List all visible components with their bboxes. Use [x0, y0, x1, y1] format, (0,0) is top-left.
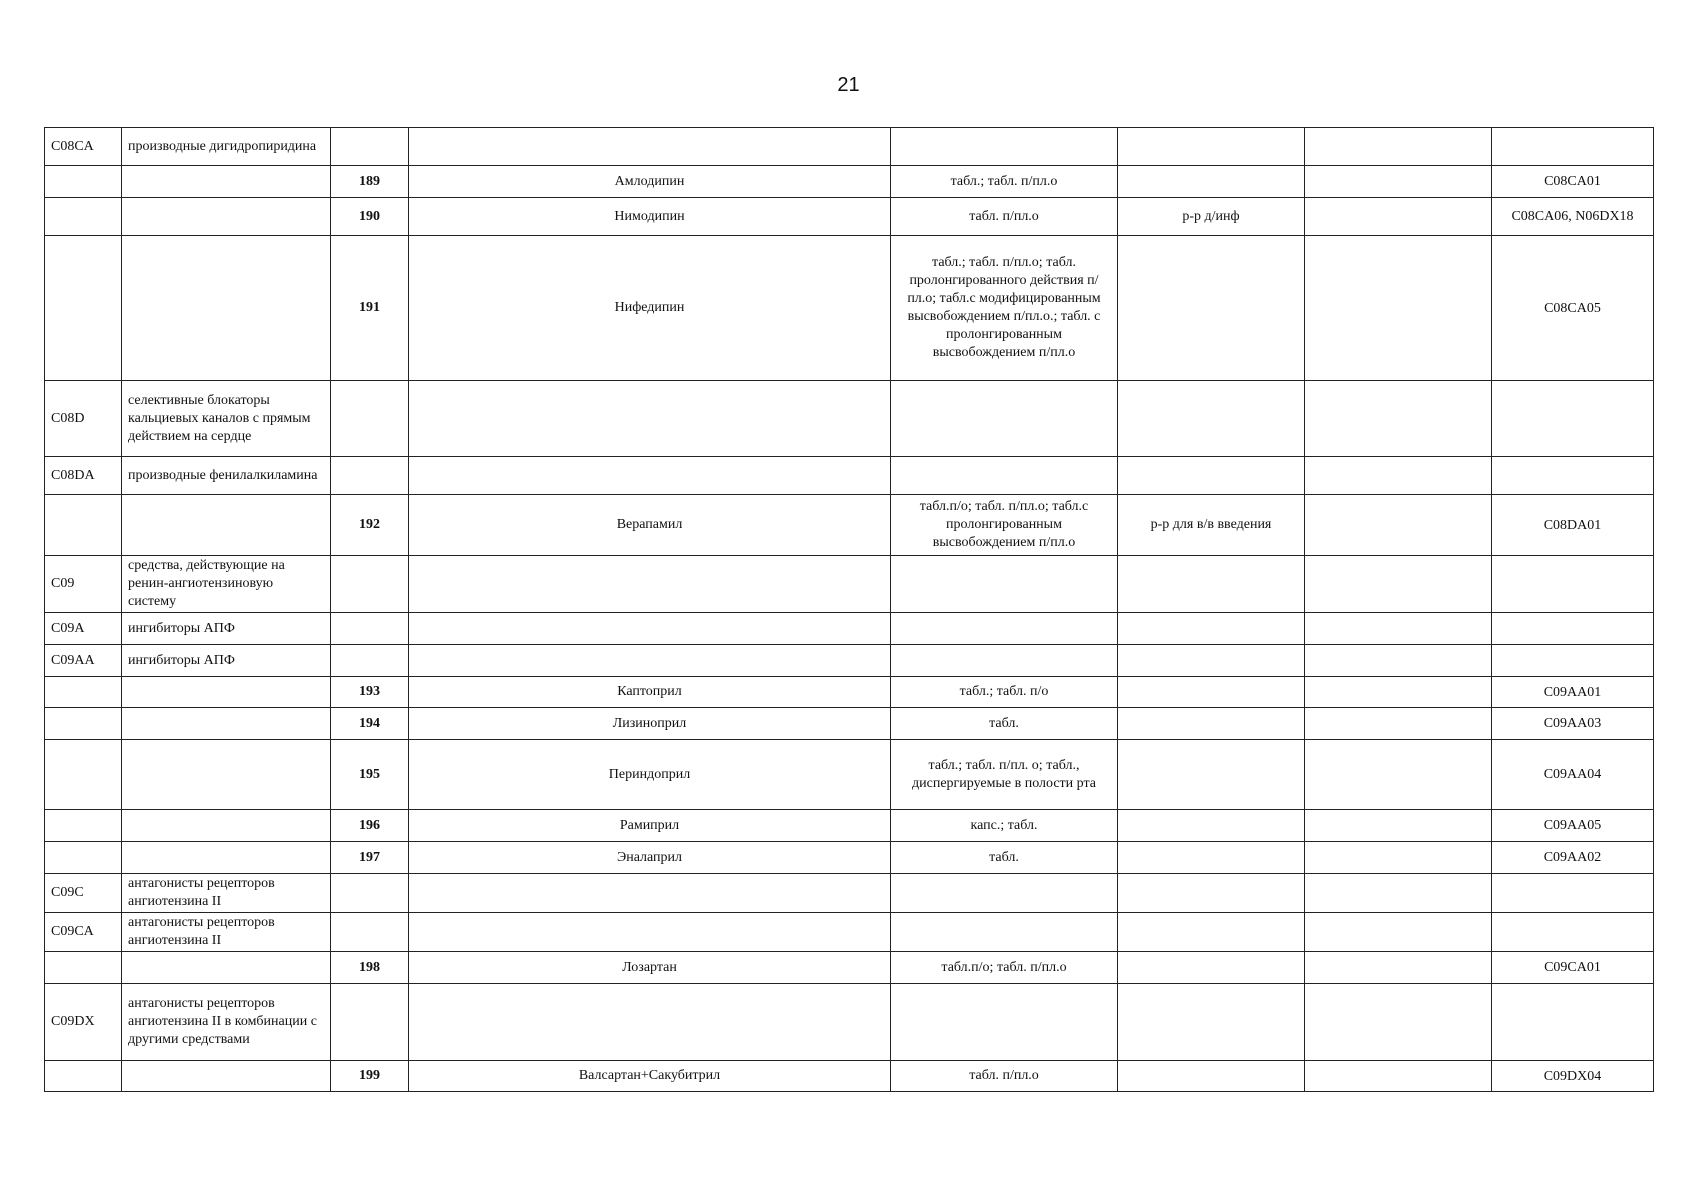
cell-group: антагонисты рецепторов ангиотензина II в комбинации с другими средствами	[122, 984, 331, 1061]
cell-atc	[1492, 556, 1654, 613]
table-row	[45, 810, 1654, 842]
cell-form2	[1118, 166, 1305, 198]
cell-form: табл.п/о; табл. п/пл.о	[891, 952, 1118, 984]
cell-group	[122, 740, 331, 810]
cell-name: Лизиноприл	[409, 708, 891, 740]
cell-code	[45, 842, 122, 874]
cell-form	[891, 128, 1118, 166]
cell-num: 189	[331, 166, 409, 198]
cell-form2	[1118, 1061, 1305, 1092]
cell-atc	[1492, 381, 1654, 457]
cell-name	[409, 381, 891, 457]
table-row	[45, 495, 1654, 556]
cell-atc: C09AA04	[1492, 740, 1654, 810]
cell-num: 193	[331, 677, 409, 708]
cell-form: табл.	[891, 842, 1118, 874]
cell-code: C09C	[45, 874, 122, 913]
cell-form: табл.	[891, 708, 1118, 740]
table-row	[45, 556, 1654, 613]
table-row	[45, 645, 1654, 677]
cell-form: табл. п/пл.о	[891, 198, 1118, 236]
cell-atc	[1492, 984, 1654, 1061]
cell-name: Нимодипин	[409, 198, 891, 236]
cell-group	[122, 1061, 331, 1092]
cell-code: C08CA	[45, 128, 122, 166]
cell-name: Амлодипин	[409, 166, 891, 198]
cell-num: 190	[331, 198, 409, 236]
cell-extra	[1305, 913, 1492, 952]
cell-num: 198	[331, 952, 409, 984]
cell-name: Каптоприл	[409, 677, 891, 708]
cell-name: Валсартан+Сакубитрил	[409, 1061, 891, 1092]
cell-extra	[1305, 874, 1492, 913]
cell-group: производные фенилалкиламина	[122, 457, 331, 495]
cell-extra	[1305, 645, 1492, 677]
cell-group: селективные блокаторы кальциевых каналов с прямым действием на сердце	[122, 381, 331, 457]
cell-code: C09CA	[45, 913, 122, 952]
cell-form2	[1118, 457, 1305, 495]
table-row	[45, 128, 1654, 166]
cell-num	[331, 556, 409, 613]
cell-form: табл.; табл. п/пл.о	[891, 166, 1118, 198]
cell-extra	[1305, 810, 1492, 842]
cell-name	[409, 613, 891, 645]
table-row	[45, 874, 1654, 913]
cell-extra	[1305, 613, 1492, 645]
cell-extra	[1305, 1061, 1492, 1092]
cell-atc: C09AA05	[1492, 810, 1654, 842]
table-row	[45, 381, 1654, 457]
cell-name	[409, 874, 891, 913]
cell-atc: C09AA01	[1492, 677, 1654, 708]
cell-code: C09A	[45, 613, 122, 645]
cell-name: Нифедипин	[409, 236, 891, 381]
cell-form: табл.; табл. п/о	[891, 677, 1118, 708]
cell-form	[891, 645, 1118, 677]
cell-code: C08D	[45, 381, 122, 457]
cell-extra	[1305, 677, 1492, 708]
table-row	[45, 198, 1654, 236]
cell-atc: C08CA01	[1492, 166, 1654, 198]
cell-form2	[1118, 810, 1305, 842]
cell-group: производные дигидропиридина	[122, 128, 331, 166]
cell-extra	[1305, 457, 1492, 495]
cell-group	[122, 495, 331, 556]
cell-form2	[1118, 236, 1305, 381]
cell-atc	[1492, 457, 1654, 495]
table-row	[45, 913, 1654, 952]
cell-form2	[1118, 984, 1305, 1061]
cell-name	[409, 457, 891, 495]
cell-extra	[1305, 740, 1492, 810]
cell-num	[331, 457, 409, 495]
cell-num	[331, 613, 409, 645]
cell-extra	[1305, 556, 1492, 613]
cell-atc: C09DX04	[1492, 1061, 1654, 1092]
cell-extra	[1305, 495, 1492, 556]
cell-name: Периндоприл	[409, 740, 891, 810]
cell-form2	[1118, 708, 1305, 740]
cell-form: табл. п/пл.о	[891, 1061, 1118, 1092]
table-row	[45, 613, 1654, 645]
cell-form2	[1118, 842, 1305, 874]
cell-form2	[1118, 677, 1305, 708]
cell-atc: C09AA03	[1492, 708, 1654, 740]
cell-form	[891, 556, 1118, 613]
cell-name: Лозартан	[409, 952, 891, 984]
cell-form2	[1118, 952, 1305, 984]
cell-code	[45, 740, 122, 810]
cell-extra	[1305, 236, 1492, 381]
cell-form	[891, 381, 1118, 457]
cell-num	[331, 984, 409, 1061]
cell-extra	[1305, 166, 1492, 198]
cell-num: 192	[331, 495, 409, 556]
cell-atc: C08DA01	[1492, 495, 1654, 556]
cell-form2: р-р д/инф	[1118, 198, 1305, 236]
cell-code	[45, 708, 122, 740]
cell-code	[45, 198, 122, 236]
cell-form2	[1118, 874, 1305, 913]
table-row	[45, 236, 1654, 381]
cell-code	[45, 1061, 122, 1092]
cell-num	[331, 874, 409, 913]
cell-form2	[1118, 613, 1305, 645]
cell-name	[409, 128, 891, 166]
cell-code	[45, 236, 122, 381]
table-row	[45, 677, 1654, 708]
table-row	[45, 984, 1654, 1061]
cell-extra	[1305, 198, 1492, 236]
cell-form2	[1118, 913, 1305, 952]
cell-form2: р-р для в/в введения	[1118, 495, 1305, 556]
cell-name	[409, 984, 891, 1061]
table-row	[45, 708, 1654, 740]
cell-extra	[1305, 952, 1492, 984]
table-row	[45, 740, 1654, 810]
cell-atc	[1492, 874, 1654, 913]
cell-group: антагонисты рецепторов ангиотензина II	[122, 874, 331, 913]
cell-extra	[1305, 842, 1492, 874]
cell-atc	[1492, 645, 1654, 677]
cell-num	[331, 381, 409, 457]
cell-group: антагонисты рецепторов ангиотензина II	[122, 913, 331, 952]
page-number: 21	[837, 74, 860, 96]
cell-name: Верапамил	[409, 495, 891, 556]
table-row	[45, 952, 1654, 984]
cell-code: C09	[45, 556, 122, 613]
cell-atc: C09CA01	[1492, 952, 1654, 984]
cell-form: табл.; табл. п/пл. о; табл., диспергируемые в полости рта	[891, 740, 1118, 810]
cell-name	[409, 645, 891, 677]
cell-form2	[1118, 740, 1305, 810]
cell-code	[45, 166, 122, 198]
cell-atc	[1492, 913, 1654, 952]
cell-extra	[1305, 128, 1492, 166]
cell-form	[891, 613, 1118, 645]
cell-num: 199	[331, 1061, 409, 1092]
cell-name	[409, 556, 891, 613]
cell-group	[122, 952, 331, 984]
cell-group	[122, 198, 331, 236]
cell-num: 195	[331, 740, 409, 810]
cell-code	[45, 810, 122, 842]
cell-form	[891, 874, 1118, 913]
cell-extra	[1305, 381, 1492, 457]
cell-atc	[1492, 613, 1654, 645]
cell-group	[122, 810, 331, 842]
cell-num	[331, 645, 409, 677]
cell-form2	[1118, 645, 1305, 677]
cell-group	[122, 236, 331, 381]
cell-group	[122, 166, 331, 198]
drug-table	[44, 127, 1654, 1092]
cell-group: ингибиторы АПФ	[122, 645, 331, 677]
cell-group	[122, 842, 331, 874]
cell-name: Эналаприл	[409, 842, 891, 874]
cell-form: капс.; табл.	[891, 810, 1118, 842]
cell-group: ингибиторы АПФ	[122, 613, 331, 645]
cell-form2	[1118, 556, 1305, 613]
table-row	[45, 166, 1654, 198]
cell-form: табл.п/о; табл. п/пл.о; табл.с пролонгированным высвобождением п/пл.о	[891, 495, 1118, 556]
cell-code	[45, 677, 122, 708]
cell-num: 191	[331, 236, 409, 381]
cell-form2	[1118, 381, 1305, 457]
cell-atc: C08CA06, N06DX18	[1492, 198, 1654, 236]
cell-num	[331, 128, 409, 166]
cell-form	[891, 457, 1118, 495]
cell-num: 194	[331, 708, 409, 740]
cell-num	[331, 913, 409, 952]
table-row	[45, 457, 1654, 495]
cell-name	[409, 913, 891, 952]
cell-atc: C08CA05	[1492, 236, 1654, 381]
cell-group: средства, действующие на ренин-ангиотензиновую систему	[122, 556, 331, 613]
cell-extra	[1305, 984, 1492, 1061]
cell-atc: C09AA02	[1492, 842, 1654, 874]
cell-form	[891, 913, 1118, 952]
cell-code: C09DX	[45, 984, 122, 1061]
table-row	[45, 842, 1654, 874]
cell-num: 197	[331, 842, 409, 874]
cell-code: C08DA	[45, 457, 122, 495]
cell-group	[122, 708, 331, 740]
cell-form: табл.; табл. п/пл.о; табл. пролонгированного действия п/пл.о; табл.с модифицированным высвобождением п/пл.о.; табл. с пролонгированным высвобождением п/пл.о	[891, 236, 1118, 381]
cell-code	[45, 495, 122, 556]
cell-code	[45, 952, 122, 984]
cell-name: Рамиприл	[409, 810, 891, 842]
cell-form2	[1118, 128, 1305, 166]
table-row	[45, 1061, 1654, 1092]
cell-group	[122, 677, 331, 708]
cell-num: 196	[331, 810, 409, 842]
cell-code: C09AA	[45, 645, 122, 677]
cell-form	[891, 984, 1118, 1061]
cell-extra	[1305, 708, 1492, 740]
cell-atc	[1492, 128, 1654, 166]
